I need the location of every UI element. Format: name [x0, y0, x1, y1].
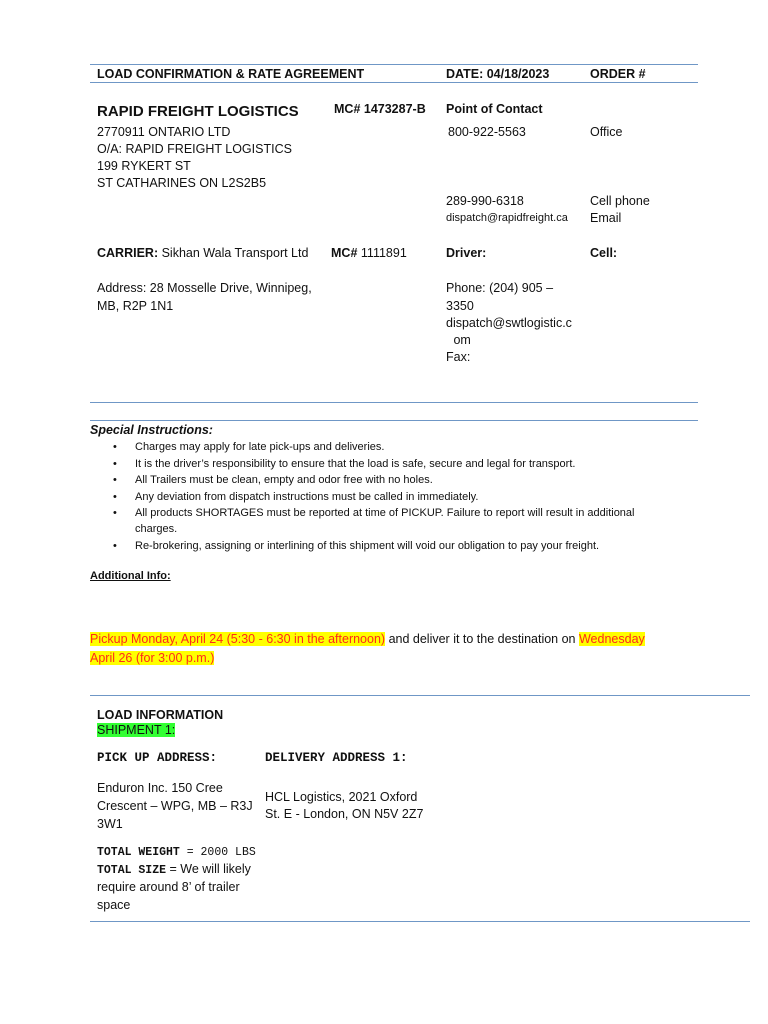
pickup-address-heading: PICK UP ADDRESS:: [97, 751, 218, 765]
carrier-phone-line: 3350: [446, 299, 474, 313]
list-item: • Any deviation from dispatch instructions must be called in immediately.: [113, 489, 673, 505]
document-title: LOAD CONFIRMATION & RATE AGREEMENT: [97, 67, 365, 81]
delivery-day-highlight: Wednesday: [578, 632, 645, 646]
special-instructions-heading: Special Instructions:: [90, 423, 213, 437]
delivery-address-heading: DELIVERY ADDRESS 1:: [265, 751, 408, 765]
total-size-line: space: [97, 898, 131, 912]
shipment-highlight: SHIPMENT 1:: [97, 723, 176, 737]
document-date: DATE: 04/18/2023: [446, 67, 550, 81]
order-number-label: ORDER #: [590, 67, 646, 81]
broker-mc: MC# 1473287-B: [334, 102, 426, 116]
header-bottom-rule: [90, 82, 698, 83]
email-label: Email: [590, 211, 622, 225]
total-weight: [97, 846, 256, 859]
point-of-contact-heading: Point of Contact: [446, 102, 543, 116]
carrier-mc-label: MC#: [331, 246, 358, 260]
pickup-address-line: Crescent – WPG, MB – R3J: [97, 799, 253, 813]
special-top-rule: [90, 420, 698, 421]
shipment-label: [97, 723, 175, 737]
broker-address-line: 199 RYKERT ST: [97, 159, 191, 173]
pickup-delivery-note: [90, 630, 645, 668]
cell-phone-label: Cell phone: [590, 194, 650, 208]
additional-info-heading: Additional Info:: [90, 570, 171, 582]
carrier-mc: [331, 246, 407, 260]
carrier-name: Sikhan Wala Transport Ltd: [161, 246, 309, 260]
total-size-label: TOTAL SIZE: [97, 864, 167, 877]
carrier-email-line: om: [450, 333, 471, 347]
broker-address-line: O/A: RAPID FREIGHT LOGISTICS: [97, 142, 292, 156]
header-top-rule: [90, 64, 698, 65]
broker-address-line: 2770911 ONTARIO LTD: [97, 125, 231, 139]
load-information-heading: LOAD INFORMATION: [97, 708, 224, 722]
carrier-bottom-rule: [90, 402, 698, 403]
carrier-mc-number: 1111891: [360, 246, 407, 260]
list-item: • All Trailers must be clean, empty and odor free with no holes.: [113, 472, 673, 488]
carrier-email-line: dispatch@swtlogistic.c: [446, 316, 572, 330]
broker-name: RAPID FREIGHT LOGISTICS: [97, 103, 299, 120]
delivery-date-highlight: April 26 (for 3:00 p.m.): [90, 651, 215, 665]
carrier-line: [97, 246, 308, 260]
driver-label: Driver:: [446, 246, 487, 260]
office-phone: 800-922-5563: [448, 125, 526, 139]
list-item: • It is the driver’s responsibility to ensure that the load is safe, secure and legal for transport.: [113, 456, 673, 472]
total-size-value: = We will likely: [166, 862, 251, 876]
broker-address-line: ST CATHARINES ON L2S2B5: [97, 176, 267, 190]
pickup-address-line: 3W1: [97, 817, 123, 831]
delivery-address-line: St. E - London, ON N5V 2Z7: [265, 807, 424, 821]
list-item: • Re-brokering, assigning or interlining of this shipment will void our obligation to pay your freight.: [113, 538, 673, 554]
list-item: • Charges may apply for late pick-ups and deliveries.: [113, 439, 673, 455]
pickup-time-highlight: Pickup Monday, April 24 (5:30 - 6:30 in the afternoon): [90, 632, 386, 646]
pickup-address-line: Enduron Inc. 150 Cree: [97, 781, 223, 795]
delivery-sentence: and deliver it to the destination on: [385, 632, 579, 646]
total-size-line: require around 8’ of trailer: [97, 880, 240, 894]
carrier-address-line: MB, R2P 1N1: [97, 299, 174, 313]
delivery-address-line: HCL Logistics, 2021 Oxford: [265, 790, 418, 804]
carrier-label: CARRIER:: [97, 246, 159, 260]
total-weight-label: TOTAL WEIGHT: [97, 846, 180, 859]
load-top-rule: [90, 695, 750, 696]
broker-email: dispatch@rapidfreight.ca: [446, 212, 568, 224]
total-size: [97, 862, 251, 877]
carrier-address-line: Address: 28 Mosselle Drive, Winnipeg,: [97, 281, 312, 295]
list-item: • All products SHORTAGES must be reported at time of PICKUP. Failure to report will result in additional charges.: [113, 505, 673, 537]
driver-cell-label: Cell:: [590, 246, 618, 260]
office-label: Office: [590, 125, 623, 139]
total-weight-value: = 2000 LBS: [179, 846, 256, 859]
carrier-phone-line: Phone: (204) 905 –: [446, 281, 554, 295]
special-instructions-list: [113, 439, 673, 554]
load-bottom-rule: [90, 921, 750, 922]
cell-phone: 289-990-6318: [446, 194, 524, 208]
carrier-fax: Fax:: [446, 350, 471, 364]
